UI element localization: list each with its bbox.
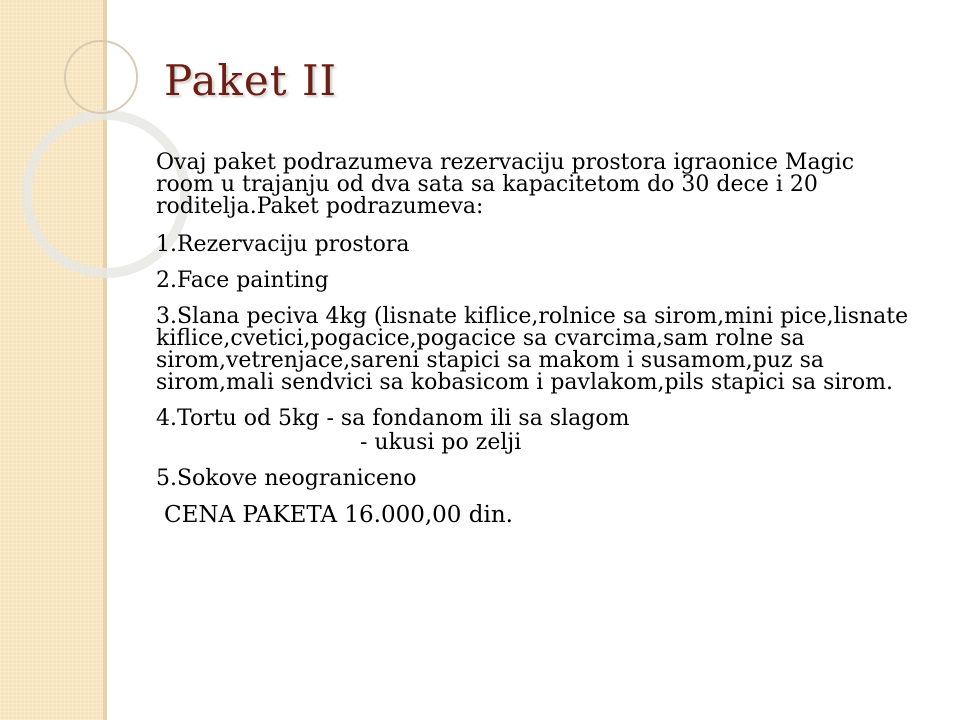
package-price: CENA PAKETA 16.000,00 din. bbox=[164, 502, 513, 528]
list-item: 2.Face painting bbox=[156, 268, 329, 293]
list-item: 1.Rezervaciju prostora bbox=[156, 232, 410, 257]
list-item-continuation: - ukusi po zelji bbox=[360, 430, 522, 455]
decorative-ring-small bbox=[64, 40, 138, 114]
list-item: 4.Tortu od 5kg - sa fondanom ili sa slagom bbox=[156, 406, 630, 431]
slide-body bbox=[156, 152, 916, 526]
list-item: 5.Sokove neograniceno bbox=[156, 466, 417, 491]
list-item: 3.Slana peciva 4kg (lisnate kiflice,rolnice sa sirom,mini pice,lisnate kiflice,cvetici,pogacice,pogacice sa cvarcima,sam rolne sa sirom,vetrenjace,sareni stapici sa makom i susamom,puz sa sirom,mali sendvici sa kobasicom i pavlakom,pils stapici sa sirom. bbox=[156, 304, 909, 395]
intro-paragraph: Ovaj paket podrazumeva rezervaciju prostora igraonice Magic room u trajanju od dva sata sa kapacitetom do 30 dece i 20 roditelja.Paket podrazumeva: bbox=[156, 150, 855, 219]
slide-title: Paket II bbox=[164, 56, 338, 105]
